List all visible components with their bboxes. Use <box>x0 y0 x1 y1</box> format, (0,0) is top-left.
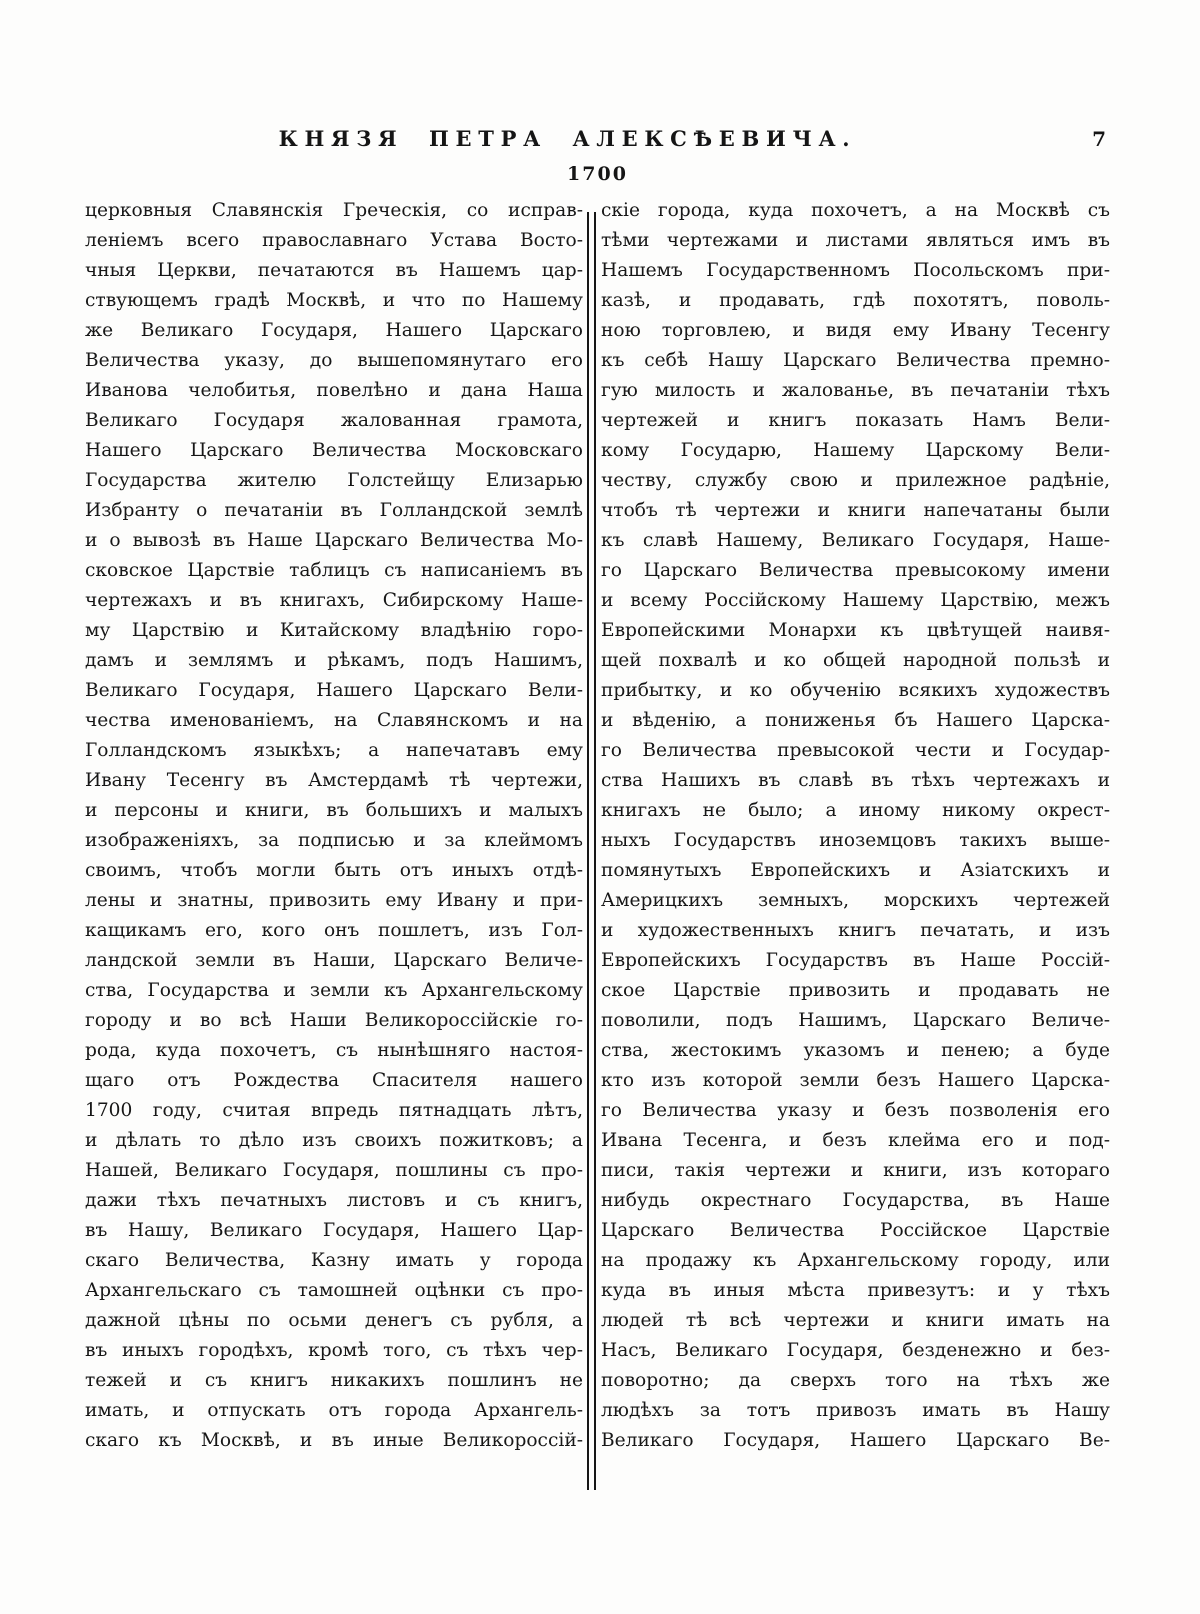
text-line: ландской земли въ Наши, Царскаго Величе- <box>85 950 583 971</box>
text-line: 1700 году, считая впредь пятнадцать лѣтъ, <box>85 1100 583 1121</box>
left-column <box>85 196 583 1456</box>
text-line: го Величества указу и безъ позволенія его <box>601 1100 1110 1121</box>
text-line: го Величества превысокой чести и Государ- <box>601 740 1110 761</box>
text-line: гую милость и жалованье, въ печатаніи тѣхъ <box>601 380 1110 401</box>
text-line: и художественныхъ книгъ печатать, и изъ <box>601 920 1110 941</box>
text-line: куда въ иныя мѣста привезутъ: и у тѣхъ <box>601 1280 1110 1301</box>
text-line: тежей и съ книгъ никакихъ пошлинъ не <box>85 1370 583 1391</box>
text-line: щей похвалѣ и ко общей народной пользѣ и <box>601 650 1110 671</box>
year-heading: 1700 <box>567 163 628 185</box>
text-line: кащикамъ его, кого онъ пошлетъ, изъ Гол- <box>85 920 583 941</box>
text-line: Иванова челобитья, повелѣно и дана Наша <box>85 380 583 401</box>
text-line: Избранту о печатаніи въ Голландской землѣ <box>85 500 583 521</box>
text-line: помянутыхъ Европейскихъ и Азіатскихъ и <box>601 860 1110 881</box>
text-line: чтобъ тѣ чертежи и книги напечатаны были <box>601 500 1110 521</box>
text-line: чертежей и книгъ показать Намъ Вели- <box>601 410 1110 431</box>
text-line: Голландскомъ языкѣхъ; а напечатавъ ему <box>85 740 583 761</box>
text-line: Великаго Государя, Нашего Царскаго Вели- <box>85 680 583 701</box>
text-line: къ славѣ Нашему, Великаго Государя, Наше- <box>601 530 1110 551</box>
text-line: тѣми чертежами и листами являться имъ въ <box>601 230 1110 251</box>
text-line: на продажу къ Архангельскому городу, или <box>601 1250 1110 1271</box>
text-line: Величества указу, до вышепомянутаго его <box>85 350 583 371</box>
text-line: Америцкихъ земныхъ, морскихъ чертежей <box>601 890 1110 911</box>
text-line: Европейскими Монархи къ цвѣтущей наивя- <box>601 620 1110 641</box>
text-line: ныхъ Государствъ иноземцовъ такихъ выше- <box>601 830 1110 851</box>
text-line: чертежахъ и въ книгахъ, Сибирскому Наше- <box>85 590 583 611</box>
text-line: поворотно; да сверхъ того на тѣхъ же <box>601 1370 1110 1391</box>
text-line: ства Нашихъ въ славѣ въ тѣхъ чертежахъ и <box>601 770 1110 791</box>
text-line: леніемъ всего православнаго Устава Восто- <box>85 230 583 251</box>
text-line: скаго къ Москвѣ, и въ иные Великороссій- <box>85 1430 583 1451</box>
text-line: Нашей, Великаго Государя, пошлины съ про- <box>85 1160 583 1181</box>
text-line: казѣ, и продавать, гдѣ похотятъ, поволь- <box>601 290 1110 311</box>
text-line: Великаго Государя жалованная грамота, <box>85 410 583 431</box>
text-line: ское Царствіе привозить и продавать не <box>601 980 1110 1001</box>
text-line: Великаго Государя, Нашего Царскаго Ве- <box>601 1430 1110 1451</box>
text-line: Европейскихъ Государствъ въ Наше Россій- <box>601 950 1110 971</box>
text-line: чныя Церкви, печатаются въ Нашемъ цар- <box>85 260 583 281</box>
text-line: дажной цѣны по осьми денегъ съ рубля, а <box>85 1310 583 1331</box>
page-title: КНЯЗЯ ПЕТРА АЛЕКСѢЕВИЧА. <box>278 126 857 151</box>
right-column <box>601 196 1110 1456</box>
text-line: изображеніяхъ, за подписью и за клеймомъ <box>85 830 583 851</box>
text-line: щаго отъ Рождества Спасителя нашего <box>85 1070 583 1091</box>
text-line: и вѣденію, а пониженья бъ Нашего Царска- <box>601 710 1110 731</box>
text-line: ствующемъ градѣ Москвѣ, и что по Нашему <box>85 290 583 311</box>
running-head <box>85 126 1110 160</box>
text-line: и всему Россійскому Нашему Царствію, межъ <box>601 590 1110 611</box>
text-line: Нашего Царскаго Величества Московскаго <box>85 440 583 461</box>
text-line: Нашемъ Государственномъ Посольскомъ при- <box>601 260 1110 281</box>
text-line: ства, Государства и земли къ Архангельскому <box>85 980 583 1001</box>
column-divider <box>587 212 596 1490</box>
text-line: людѣхъ за тотъ привозъ имать въ Нашу <box>601 1400 1110 1421</box>
text-line: нибудь окрестнаго Государства, въ Наше <box>601 1190 1110 1211</box>
text-line: книгахъ не было; а иному никому окрест- <box>601 800 1110 821</box>
text-line: своимъ, чтобъ могли быть отъ иныхъ отдѣ- <box>85 860 583 881</box>
text-line: Архангельскаго съ тамошней оцѣнки съ про- <box>85 1280 583 1301</box>
text-line: прибытку, и ко обученію всякихъ художествъ <box>601 680 1110 701</box>
text-line: кто изъ которой земли безъ Нашего Царска- <box>601 1070 1110 1091</box>
text-line: Насъ, Великаго Государя, безденежно и без- <box>601 1340 1110 1361</box>
text-line: чества именованіемъ, на Славянскомъ и на <box>85 710 583 731</box>
text-line: лены и знатны, привозить ему Ивану и при- <box>85 890 583 911</box>
text-line: рода, куда похочетъ, съ нынѣшняго настоя- <box>85 1040 583 1061</box>
page-number: 7 <box>1092 127 1106 151</box>
text-line: и персоны и книги, въ большихъ и малыхъ <box>85 800 583 821</box>
text-line: сковское Царствіе таблицъ съ написаніемъ въ <box>85 560 583 581</box>
text-line: скіе города, куда похочетъ, а на Москвѣ съ <box>601 200 1110 221</box>
text-line: дажи тѣхъ печатныхъ листовъ и съ книгъ, <box>85 1190 583 1211</box>
text-line: людей тѣ всѣ чертежи и книги имать на <box>601 1310 1110 1331</box>
text-line: имать, и отпускать отъ города Архангель- <box>85 1400 583 1421</box>
text-line: же Великаго Государя, Нашего Царскаго <box>85 320 583 341</box>
text-line: го Царскаго Величества превысокому имени <box>601 560 1110 581</box>
text-line: къ себѣ Нашу Царскаго Величества премно- <box>601 350 1110 371</box>
text-line: въ Нашу, Великаго Государя, Нашего Цар- <box>85 1220 583 1241</box>
text-line: скаго Величества, Казну имать у города <box>85 1250 583 1271</box>
text-line: Государства жителю Голстейщу Елизарью <box>85 470 583 491</box>
text-line: кому Государю, Нашему Царскому Вели- <box>601 440 1110 461</box>
text-line: ною торговлею, и видя ему Ивану Тесенгу <box>601 320 1110 341</box>
text-line: въ иныхъ городѣхъ, кромѣ того, съ тѣхъ чер- <box>85 1340 583 1361</box>
text-line: дамъ и землямъ и рѣкамъ, подъ Нашимъ, <box>85 650 583 671</box>
text-line: Ивану Тесенгу въ Амстердамѣ тѣ чертежи, <box>85 770 583 791</box>
text-line: и дѣлать то дѣло изъ своихъ пожитковъ; а <box>85 1130 583 1151</box>
text-line: му Царствію и Китайскому владѣнію горо- <box>85 620 583 641</box>
text-line: и о вывозѣ въ Наше Царскаго Величества Мо- <box>85 530 583 551</box>
text-line: честву, службу свою и прилежное радѣніе, <box>601 470 1110 491</box>
text-line: Ивана Тесенга, и безъ клейма его и под- <box>601 1130 1110 1151</box>
text-line: поволили, подъ Нашимъ, Царскаго Величе- <box>601 1010 1110 1031</box>
text-line: Царскаго Величества Россійское Царствіе <box>601 1220 1110 1241</box>
text-line: писи, такія чертежи и книги, изъ котораго <box>601 1160 1110 1181</box>
text-line: церковныя Славянскія Греческія, со исправ- <box>85 200 583 221</box>
text-line: городу и во всѣ Наши Великороссійскіе го- <box>85 1010 583 1031</box>
text-line: ства, жестокимъ указомъ и пенею; а буде <box>601 1040 1110 1061</box>
